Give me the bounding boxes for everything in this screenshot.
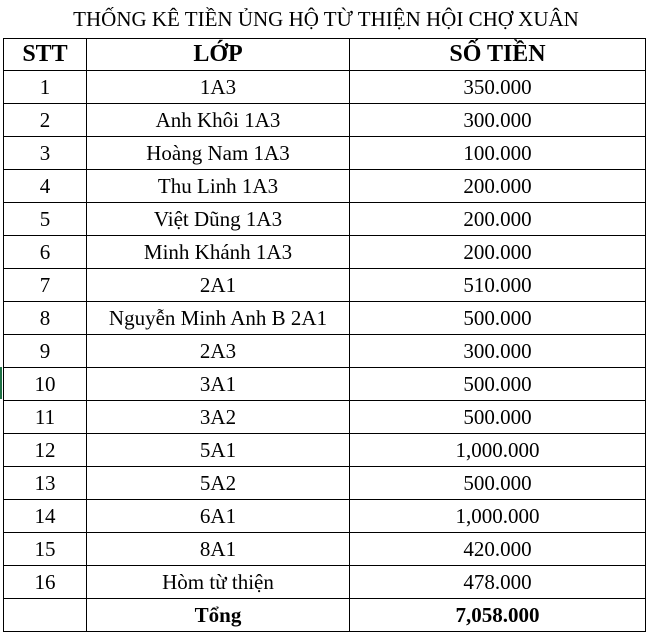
amount-cell[interactable]: 300.000 [350,335,646,368]
class-cell[interactable]: Hòm từ thiện [87,566,350,599]
header-row [4,39,646,71]
stt-cell[interactable]: 7 [4,269,87,302]
amount-cell[interactable]: 478.000 [350,566,646,599]
class-cell[interactable]: 2A1 [87,269,350,302]
class-cell[interactable]: 2A3 [87,335,350,368]
stt-cell[interactable]: 2 [4,104,87,137]
stt-cell[interactable]: 9 [4,335,87,368]
amount-cell[interactable]: 300.000 [350,104,646,137]
table-row [4,434,646,467]
amount-cell[interactable]: 200.000 [350,203,646,236]
table-row [4,170,646,203]
sheet-title: THỐNG KÊ TIỀN ỦNG HỘ TỪ THIỆN HỘI CHỢ XUÂN [73,7,579,31]
stt-cell[interactable]: 15 [4,533,87,566]
total-row [4,599,646,632]
table-row [4,269,646,302]
amount-cell[interactable]: 100.000 [350,137,646,170]
class-cell[interactable]: Hoàng Nam 1A3 [87,137,350,170]
table-row [4,236,646,269]
row-selection-marker [0,367,2,399]
amount-cell[interactable]: 510.000 [350,269,646,302]
stt-cell[interactable]: 16 [4,566,87,599]
amount-cell[interactable]: 500.000 [350,467,646,500]
table-row [4,335,646,368]
amount-cell[interactable]: 200.000 [350,236,646,269]
class-cell[interactable]: 8A1 [87,533,350,566]
class-cell[interactable]: Thu Linh 1A3 [87,170,350,203]
stt-cell[interactable]: 1 [4,71,87,104]
stt-cell[interactable]: 10 [4,368,87,401]
class-cell[interactable]: 1A3 [87,71,350,104]
amount-cell[interactable]: 1,000.000 [350,500,646,533]
class-cell[interactable]: 5A1 [87,434,350,467]
class-cell[interactable]: 5A2 [87,467,350,500]
class-cell[interactable]: 3A2 [87,401,350,434]
header-class[interactable]: LỚP [87,39,350,71]
table-row [4,137,646,170]
class-cell[interactable]: 3A1 [87,368,350,401]
table-row [4,500,646,533]
table-row [4,302,646,335]
stt-cell[interactable]: 6 [4,236,87,269]
stt-cell[interactable]: 3 [4,137,87,170]
amount-cell[interactable]: 200.000 [350,170,646,203]
amount-cell[interactable]: 420.000 [350,533,646,566]
table-row [4,203,646,236]
table-row [4,368,646,401]
total-amount-cell[interactable]: 7,058.000 [350,599,646,632]
table-row [4,533,646,566]
stt-cell[interactable]: 12 [4,434,87,467]
amount-cell[interactable]: 500.000 [350,368,646,401]
table-row [4,566,646,599]
table-row [4,467,646,500]
class-cell[interactable]: 6A1 [87,500,350,533]
class-cell[interactable]: Minh Khánh 1A3 [87,236,350,269]
class-cell[interactable]: Việt Dũng 1A3 [87,203,350,236]
class-cell[interactable]: Anh Khôi 1A3 [87,104,350,137]
total-stt-cell[interactable] [4,599,87,632]
donation-table [3,38,646,632]
amount-cell[interactable]: 500.000 [350,302,646,335]
table-row [4,401,646,434]
amount-cell[interactable]: 350.000 [350,71,646,104]
stt-cell[interactable]: 8 [4,302,87,335]
amount-cell[interactable]: 500.000 [350,401,646,434]
stt-cell[interactable]: 14 [4,500,87,533]
class-cell[interactable]: Nguyễn Minh Anh B 2A1 [87,302,350,335]
stt-cell[interactable]: 4 [4,170,87,203]
stt-cell[interactable]: 5 [4,203,87,236]
stt-cell[interactable]: 13 [4,467,87,500]
header-stt[interactable]: STT [4,39,87,71]
amount-cell[interactable]: 1,000.000 [350,434,646,467]
stt-cell[interactable]: 11 [4,401,87,434]
header-amount[interactable]: SỐ TIỀN [350,39,646,71]
table-row [4,104,646,137]
total-label-cell[interactable]: Tổng [87,599,350,632]
table-row [4,71,646,104]
